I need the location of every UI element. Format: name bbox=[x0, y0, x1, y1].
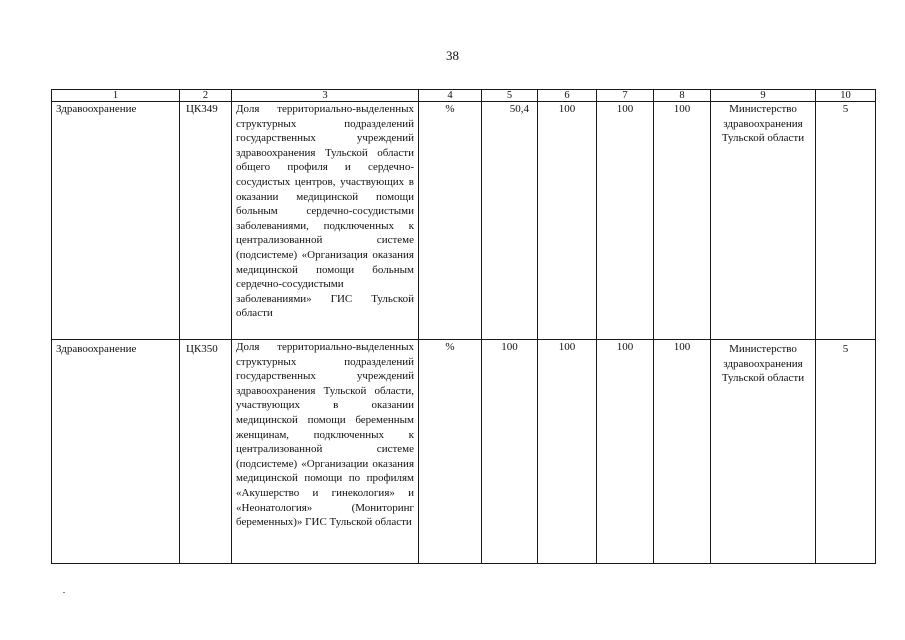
cell-code: ЦК350 bbox=[180, 340, 232, 564]
cell-description: Доля территориально-выделенных структурных подразделений государственных учреждений здравоохранения Тульской области общего профиля и сердечно-сосудистых центров, участвующих в оказании медицинской помощи больным сердечно-сосудистыми заболеваниями, подключенных к централизованной системе (подсистеме) «Организация оказания медицинской помощи больным сердечно-сосудистыми заболеваниями» ГИС Тульской области bbox=[232, 102, 419, 340]
cell-responsible: Министерство здравоохранения Тульской области bbox=[711, 340, 816, 564]
table-row bbox=[52, 340, 876, 564]
column-header-6: 6 bbox=[538, 90, 597, 102]
column-header-2: 2 bbox=[180, 90, 232, 102]
cell-value-10: 5 bbox=[816, 340, 876, 564]
column-header-3: 3 bbox=[232, 90, 419, 102]
cell-value-7: 100 bbox=[597, 340, 654, 564]
cell-value-7: 100 bbox=[597, 102, 654, 340]
header-row bbox=[52, 90, 876, 102]
cell-description: Доля территориально-выделенных структурных подразделений государственных учреждений здравоохранения Тульской области, участвующих в оказании медицинской помощи беременным женщинам, подключенных к централизованной системе (подсистеме) «Организации оказания медицинской помощи по профилям «Акушерство и гинекология» и «Неонатология» (Мониторинг беременных)» ГИС Тульской области bbox=[232, 340, 419, 564]
scan-speck bbox=[63, 592, 65, 593]
cell-value-5: 100 bbox=[482, 340, 538, 564]
column-header-5: 5 bbox=[482, 90, 538, 102]
cell-code: ЦК349 bbox=[180, 102, 232, 340]
cell-unit: % bbox=[419, 340, 482, 564]
table-row bbox=[52, 102, 876, 340]
column-header-7: 7 bbox=[597, 90, 654, 102]
cell-value-10: 5 bbox=[816, 102, 876, 340]
column-header-4: 4 bbox=[419, 90, 482, 102]
cell-value-6: 100 bbox=[538, 102, 597, 340]
cell-value-8: 100 bbox=[654, 102, 711, 340]
page-number: 38 bbox=[446, 48, 459, 63]
column-header-10: 10 bbox=[816, 90, 876, 102]
column-header-9: 9 bbox=[711, 90, 816, 102]
cell-sector: Здравоохранение bbox=[52, 102, 180, 340]
cell-responsible: Министерство здравоохранения Тульской области bbox=[711, 102, 816, 340]
cell-unit: % bbox=[419, 102, 482, 340]
indicators-table bbox=[51, 89, 876, 564]
cell-value-6: 100 bbox=[538, 340, 597, 564]
column-header-1: 1 bbox=[52, 90, 180, 102]
cell-sector: Здравоохранение bbox=[52, 340, 180, 564]
cell-value-8: 100 bbox=[654, 340, 711, 564]
cell-value-5: 50,4 bbox=[482, 102, 538, 340]
column-header-8: 8 bbox=[654, 90, 711, 102]
